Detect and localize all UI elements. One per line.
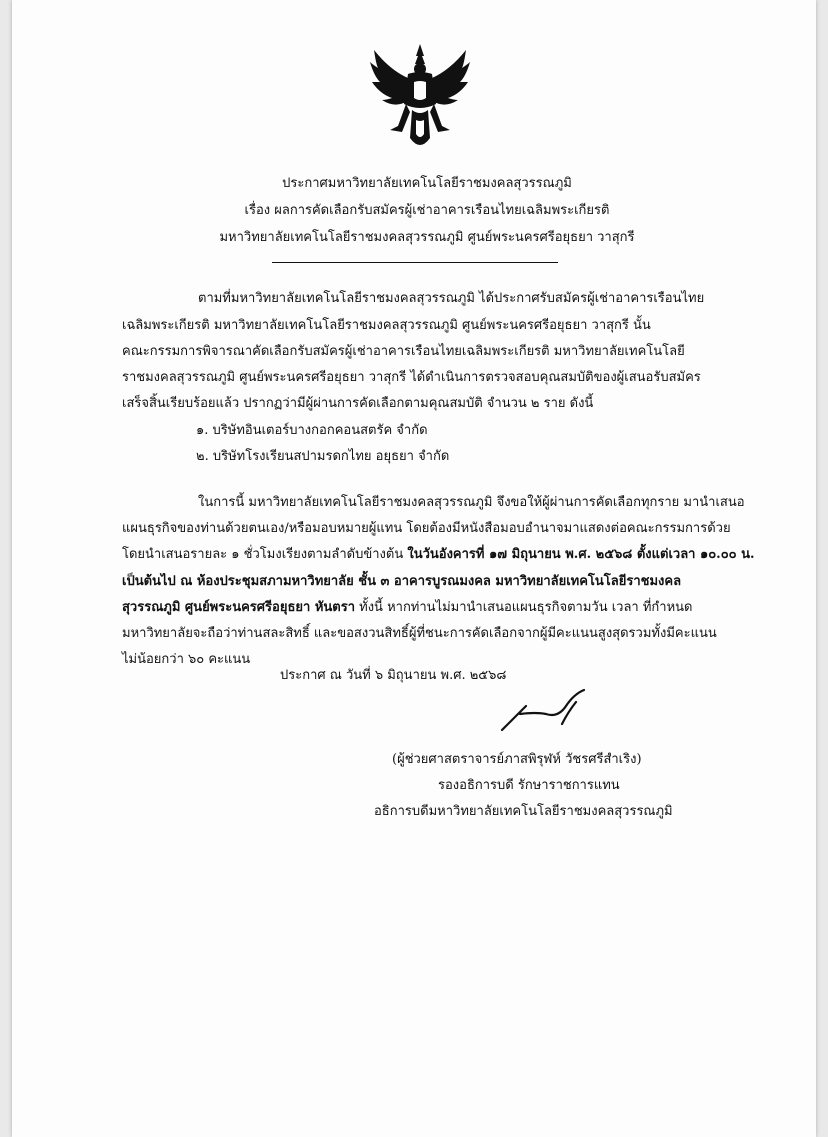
document-subject: เรื่อง ผลการคัดเลือกรับสมัครผู้เช่าอาคารเรือนไทยเฉลิมพระเกียรติ [244, 203, 610, 218]
body-paragraph-line: ไม่น้อยกว่า ๖๐ คะแนน [122, 652, 251, 667]
garuda-emblem-icon [368, 42, 472, 154]
deadline-note: ทั้งนี้ หากท่านไม่มานำเสนอแผนธุรกิจตามวัน เวลา ที่กำหนด [355, 600, 693, 615]
body-paragraph-line: มหาวิทยาลัยจะถือว่าท่านสละสิทธิ์ และขอสงวนสิทธิ์ผู้ที่ชนะการคัดเลือกจากผู้มีคะแนนสูงสุดรวมทั้งมีคะแนน [122, 626, 717, 641]
title-divider [272, 262, 558, 263]
body-paragraph-line: เฉลิมพระเกียรติ มหาวิทยาลัยเทคโนโลยีราชมงคลสุวรรณภูมิ ศูนย์พระนครศรีอยุธยา วาสุกรี นั้น [122, 318, 651, 333]
body-paragraph-line: ตามที่มหาวิทยาลัยเทคโนโลยีราชมงคลสุวรรณภูมิ ได้ประกาศรับสมัครผู้เช่าอาคารเรือนไทย [198, 291, 705, 306]
presentation-note: โดยนำเสนอรายละ ๑ ชั่วโมงเรียงตามลำดับข้างต้น [122, 547, 408, 562]
body-paragraph-line: แผนธุรกิจของท่านด้วยตนเอง/หรือมอบหมายผู้แทน โดยต้องมีหนังสือมอบอำนาจมาแสดงต่อคณะกรรมการด้วย [122, 521, 731, 536]
document-title: ประกาศมหาวิทยาลัยเทคโนโลยีราชมงคลสุวรรณภูมิ [282, 176, 572, 191]
signatory-position: รองอธิการบดี รักษาราชการแทน [438, 778, 620, 793]
meeting-venue: เป็นต้นไป ณ ห้องประชุมสภามหาวิทยาลัย ชั้น ๓ อาคารบูรณมงคล มหาวิทยาลัยเทคโนโลยีราชมงคล [122, 574, 682, 589]
document-page [12, 0, 816, 1137]
signatory-name: (ผู้ช่วยศาสตราจารย์ภาสพิรุฬห์ วัชรศรีสำเริง) [392, 752, 642, 767]
signature-image [496, 684, 596, 736]
body-paragraph-line: คณะกรรมการพิจารณาคัดเลือกรับสมัครผู้เช่าอาคารเรือนไทยเฉลิมพระเกียรติ มหาวิทยาลัยเทคโนโลยี [122, 344, 685, 359]
meeting-venue-cont: สุวรรณภูมิ ศูนย์พระนครศรีอยุธยา หันตรา [122, 600, 355, 615]
body-paragraph-line [122, 543, 755, 564]
meeting-date: ในวันอังคารที่ ๑๗ มิถุนายน พ.ศ. ๒๕๖๘ ตั้งแต่เวลา ๑๐.๐๐ น. [407, 547, 755, 562]
announcement-date: ประกาศ ณ วันที่ ๖ มิถุนายน พ.ศ. ๒๕๖๘ [280, 668, 507, 683]
body-paragraph-line [122, 596, 693, 617]
body-paragraph-line: ราชมงคลสุวรรณภูมิ ศูนย์พระนครศรีอยุธยา วาสุกรี ได้ดำเนินการตรวจสอบคุณสมบัติของผู้เสนอรับสมัคร [122, 370, 701, 385]
list-item: ๑. บริษัทอินเตอร์บางกอกคอนสตรัค จำกัด [196, 423, 428, 438]
body-paragraph-line: ในการนี้ มหาวิทยาลัยเทคโนโลยีราชมงคลสุวรรณภูมิ จึงขอให้ผู้ผ่านการคัดเลือกทุกราย มานำเสนอ [198, 495, 745, 510]
signatory-position-2: อธิการบดีมหาวิทยาลัยเทคโนโลยีราชมงคลสุวรรณภูมิ [374, 804, 673, 819]
body-paragraph-line: เสร็จสิ้นเรียบร้อยแล้ว ปรากฏว่ามีผู้ผ่านการคัดเลือกตามคุณสมบัติ จำนวน ๒ ราย ดังนี้ [122, 396, 594, 411]
document-subject-line2: มหาวิทยาลัยเทคโนโลยีราชมงคลสุวรรณภูมิ ศูนย์พระนครศรีอยุธยา วาสุกรี [219, 230, 635, 245]
list-item: ๒. บริษัทโรงเรียนสปามรดกไทย อยุธยา จำกัด [196, 449, 450, 464]
